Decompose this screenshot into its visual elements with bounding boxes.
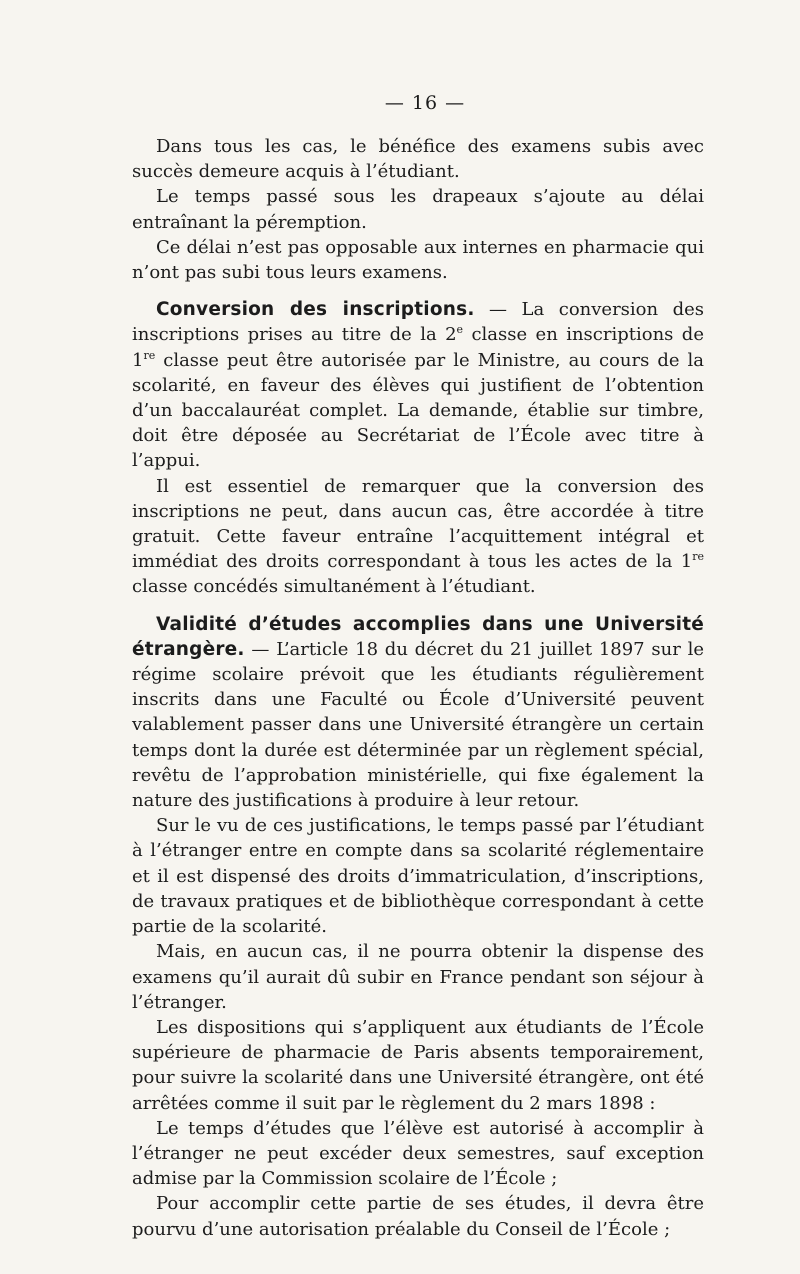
paragraph: Mais, en aucun cas, il ne pourra obtenir la dispense des examens qu’il aurait dû subir en France pendant son séjour à l’étranger. <box>132 941 704 1013</box>
section-validite-paragraph <box>132 612 704 814</box>
paragraph: Le temps d’études que l’élève est autorisé à accomplir à l’étranger ne peut excéder deux semestres, sauf exception admise par la Commission scolaire de l’École ; <box>132 1117 704 1190</box>
body-text: — La conversion des inscriptions prises au titre de la 2 <box>132 299 704 346</box>
paragraph: Ce délai n’est pas opposable aux internes en pharmacie qui n’ont pas subi tous leurs examens. <box>132 236 704 284</box>
body-text: classe peut être autorisée par le Ministre, au cours de la scolarité, en faveur des élèves qui justifient de l’obtention d’un baccalauréat complet. La demande, établie sur timbre, doit être déposée au Secrétariat de l’École avec titre à l’appui. <box>132 349 704 472</box>
superscript: re <box>692 550 704 564</box>
paragraph: Les dispositions qui s’appliquent aux étudiants de l’École supérieure de pharmacie de Paris absents temporairement, pour suivre la scolarité dans une Université étrangère, ont été arrêtées comme il suit par le règlement du 2 mars 1898 : <box>132 1016 704 1114</box>
superscript: re <box>143 348 156 362</box>
body-text: classe concédés simultanément à l’étudiant. <box>132 576 536 598</box>
body-text: classe en inscriptions de 1 <box>132 324 704 371</box>
paragraph: Sur le vu de ces justifications, le temps passé par l’étudiant à l’étranger entre en compte dans sa scolarité réglementaire et il est dispensé des droits d’immatriculation, d’inscriptions, de travaux pratiques et de bibliothèque correspondant à cette partie de la scolarité. <box>132 815 704 938</box>
paragraph: Dans tous les cas, le bénéfice des examens subis avec succès demeure acquis à l’étudiant. <box>132 136 704 183</box>
paragraph: Le temps passé sous les drapeaux s’ajoute au délai entraînant la péremption. <box>132 186 704 233</box>
section-heading-conversion: Conversion des inscriptions. <box>156 299 475 321</box>
section-heading-validite: Validité d’études accomplies dans une Université étrangère. <box>132 613 704 660</box>
section-conversion-paragraph <box>132 297 704 473</box>
body-text: Il est essentiel de remarquer que la conversion des inscriptions ne peut, dans aucun cas, être accordée à titre gratuit. Cette faveur entraîne l’acquittement intégral et immédiat des droits correspondant à tous les actes de la 1 <box>132 475 704 573</box>
page-number: — 16 — <box>384 92 466 114</box>
superscript: e <box>456 323 464 337</box>
paragraph: Pour accomplir cette partie de ses études, il devra être pourvu d’une autorisation préalable du Conseil de l’École ; <box>132 1193 704 1240</box>
body-text: — L’article 18 du décret du 21 juillet 1897 sur le régime scolaire prévoit que les étudiants régulièrement inscrits dans une Faculté ou École d’Université peuvent valablement passer dans une Université étrangère un certain temps dont la durée est déterminée par un règlement spécial, revêtu de l’approbation ministérielle, qui fixe également la nature des justifications à produire à leur retour. <box>132 638 704 812</box>
paragraph <box>132 474 704 600</box>
